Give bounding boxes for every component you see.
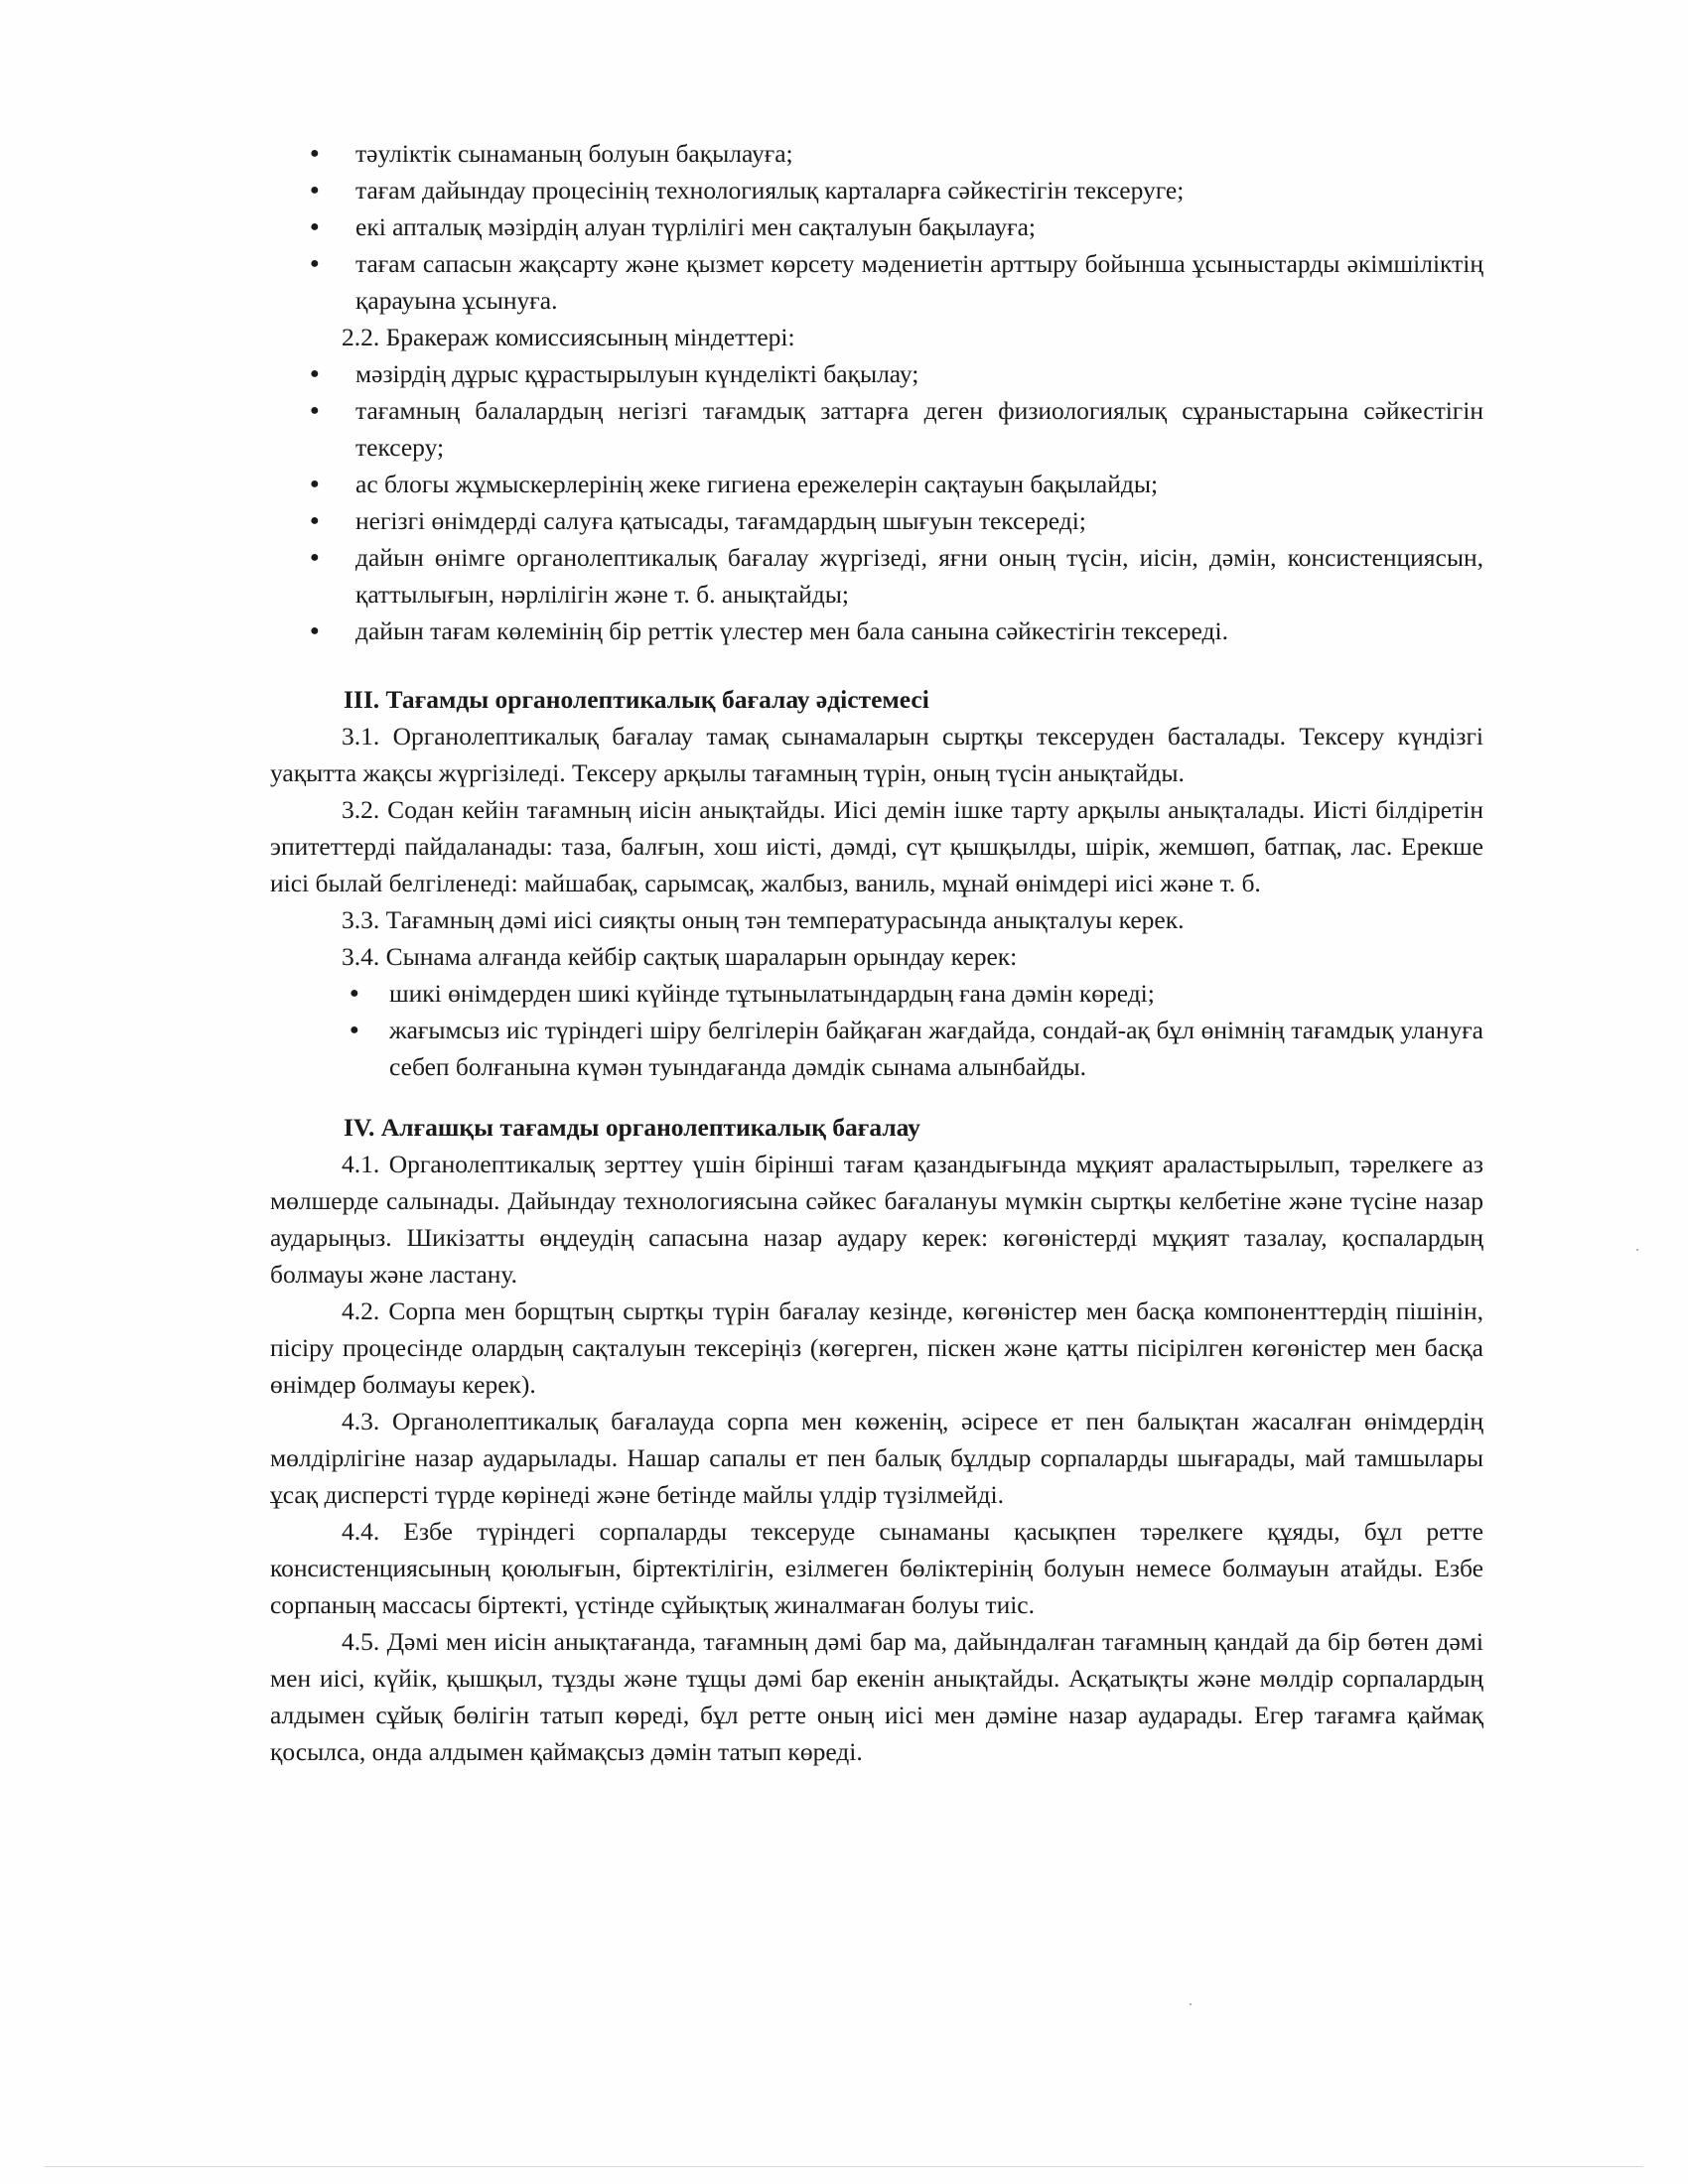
paragraph-3-3: 3.3. Тағамның дәмі иісі сияқты оның тән температурасында анықталуы керек. xyxy=(342,905,1185,934)
section-4-heading: IV. Алғашқы тағамды органолептикалық бағалау xyxy=(344,1113,920,1142)
scan-speck xyxy=(1190,2003,1192,2005)
paragraph-4-2: 4.2. Сорпа мен борщтың сыртқы түрін бағалау кезінде, көгөністер мен басқа компоненттердің пішінін, пісіру процесінде олардың сақталуын тексеріңіз (көгерген, піскен және қатты пісірілген көгөністер мен басқа өнімдер болмауы керек). xyxy=(270,1297,1483,1399)
list-item: ● тағам дайындау процесінің технологиялық карталарға сәйкестігін тексеруге; xyxy=(270,172,1483,208)
paragraph-3-2: 3.2. Содан кейін тағамның иісін анықтайды. Иісі демін ішке тарту арқылы анықталады. Иісті білдіретін эпитеттерді пайдаланады: таза, балғын, хош иісті, дәмді, сүт қышқылды, шірік, жемшөп, батпақ, лас. Ерекше иісі былай белгіленеді: майшабақ, сарымсақ, жалбыз, ваниль, мұнай өнімдері иісі және т. б. xyxy=(270,795,1483,897)
list-item: ● дайын өнімге органолептикалық бағалау жүргізеді, яғни оның түсін, иісін, дәмін, консистенциясын, қаттылығын, нәрлілігін және т. б. анықтайды; xyxy=(270,539,1483,613)
list-item: ● тағамның балалардың негізгі тағамдық заттарға деген физиологиялық сұраныстарына сәйкестігін тексеру; xyxy=(270,392,1483,466)
duties-list xyxy=(270,355,1483,649)
list-item: ● мәзірдің дұрыс құрастырылуын күнделікті бақылау; xyxy=(270,355,1483,392)
spacer xyxy=(270,1085,1483,1109)
scan-edge-line xyxy=(45,2166,1643,2167)
paragraph-4-1: 4.1. Органолептикалық зерттеу үшін бірінші тағам қазандығында мұқият араластырылып, тәрелкеге аз мөлшерде салынады. Дайындау технологиясына сәйкес бағалануы мүмкін сыртқы келбетіне және түсіне назар аударыңыз. Шикізатты өңдеудің сапасына назар аудару керек: көгөністерді мұқият тазалау, қоспалардың болмауы және ластану. xyxy=(270,1150,1483,1289)
list-item: ● тәуліктік сынаманың болуын бақылауға; xyxy=(270,135,1483,172)
paragraph-3-1: 3.1. Органолептикалық бағалау тамақ сынамаларын сыртқы тексеруден басталады. Тексеру күндізгі уақытта жақсы жүргізіледі. Тексеру арқылы тағамның түрін, оның түсін анықтайды. xyxy=(270,722,1483,787)
spacer xyxy=(270,649,1483,681)
scan-speck xyxy=(1636,1249,1638,1251)
list-item: ● екі апталық мәзірдің алуан түрлілігі мен сақталуын бақылауға; xyxy=(270,208,1483,245)
paragraph-4-4: 4.4. Езбе түріндегі сорпаларды тексеруде сынаманы қасықпен тәрелкеге құяды, бұл ретте консистенциясының қоюлығын, біртектілігін, езілмеген бөліктерінің болуын немесе болмауын атайды. Езбе сорпаның массасы біртекті, үстінде сұйықтық жиналмаған болуы тиіс. xyxy=(270,1517,1483,1619)
list-item: ● ас блогы жұмыскерлерінің жеке гигиена ережелерін сақтауын бақылайды; xyxy=(270,466,1483,502)
precautions-list xyxy=(270,975,1483,1085)
paragraph-3-4: 3.4. Сынама алғанда кейбір сақтық шараларын орындау керек: xyxy=(342,942,1018,971)
subheading-2-2: 2.2. Бракераж комиссиясының міндеттері: xyxy=(342,323,795,351)
list-item: ● тағам сапасын жақсарту және қызмет көрсету мәдениетін арттыру бойынша ұсыныстарды әкімшіліктің қарауына ұсынуға. xyxy=(270,245,1483,319)
section-3-heading: III. Тағамды органолептикалық бағалау әдістемесі xyxy=(344,685,929,714)
list-item: ● шикі өнімдерден шикі күйінде тұтынылатындардың ғана дәмін көреді; xyxy=(270,975,1483,1012)
paragraph-4-5: 4.5. Дәмі мен иісін анықтағанда, тағамның дәмі бар ма, дайындалған тағамның қандай да бір бөтен дәмі мен иісі, күйік, қышқыл, тұзды және тұщы дәмі бар екенін анықтайды. Асқатықты және мөлдір сорпалардың алдымен сұйық бөлігін татып көреді, бұл ретте оның иісі мен дәміне назар аударады. Егер тағамға қаймақ қосылса, онда алдымен қаймақсыз дәмін татып көреді. xyxy=(270,1627,1483,1766)
list-item: ● негізгі өнімдерді салуға қатысады, тағамдардың шығуын тексереді; xyxy=(270,502,1483,539)
list-item: ● дайын тағам көлемінің бір реттік үлестер мен бала санына сәйкестігін тексереді. xyxy=(270,613,1483,649)
paragraph-4-3: 4.3. Органолептикалық бағалауда сорпа мен көженің, әсіресе ет пен балықтан жасалған өнімдердің мөлдірлігіне назар аударылады. Нашар сапалы ет пен балық бұлдыр сорпаларды шығарады, май тамшылары ұсақ дисперсті түрде көрінеді және бетінде майлы үлдір түзілмейді. xyxy=(270,1407,1483,1509)
tasks-list xyxy=(270,135,1483,319)
list-item: ● жағымсыз иіс түріндегі шіру белгілерін байқаған жағдайда, сондай-ақ бұл өнімнің тағамдық улануға себеп болғанына күмән туындағанда дәмдік сынама алынбайды. xyxy=(270,1012,1483,1085)
page-content xyxy=(270,135,1483,1770)
